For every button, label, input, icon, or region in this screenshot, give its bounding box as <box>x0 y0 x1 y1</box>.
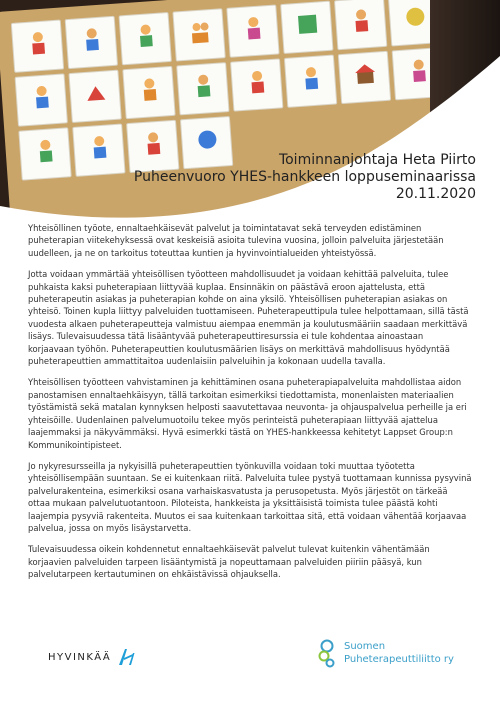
heading-date: 20.11.2020 <box>395 186 476 202</box>
article-body <box>28 222 472 590</box>
sp-wordmark <box>344 640 454 666</box>
paragraph: Tulevaisuudessa oikein kohdennetut ennaltaehkäisevät palvelut tulevat kuitenkin vähentämään korjaavien palveluiden tarpeen lisääntymistä ja nopeuttamaan palveluiden piiriin pääsyä, kun palvelutarpeen kertautuminen on ehkäistävissä ohjauksella. <box>28 544 430 580</box>
paragraph: Jo nykyresursseilla ja nykyisillä puheterapeuttien työnkuvilla voidaan toki muuttaa työotetta yhteisöllisempään suuntaan. Se ei kuitenkaan riitä. Palveluita tulee pystyä tuottamaan kunnissa pysyvinä palvelurakenteina, esimerkiksi osana varhaiskasvatusta ja perusopetusta. Myös järjestöt on tärkeää ottaa mukaan palvelutuotantoon. Piloteista, hankkeista ja yksittäisistä toimista tulee päästä kohti laajempia pysyviä rakenteita. Muutos ei saa kuitenkaan tarkoittaa sitä, että voidaan vähentää korjaavaa palvelua, jossa on myös lisäystarvetta. <box>28 460 472 533</box>
paragraph: Yhteisöllisen työotteen vahvistaminen ja kehittäminen osana puheterapiapalveluita mahdollistaa aidon panostamisen ennaltaehkäisyyn, tällä tarkoitan esimerkiksi tiedottamista, monenlaisten materiaalien työstämistä sekä matalan kynnyksen helposti saavutettavaa neuvonta- ja ohjauspalvelua perheille ja eri yhteisöille. Uudenlainen palvelumuotoilu tekee myös perinteistä puheterapiaan liittyvää ajattelua laajemmaksi ja näkyvämmäksi. Hyvä esimerkki tästä on YHES-hankkeessa kehitetyt Lappset Group:n Kommunikointipisteet. <box>28 377 467 450</box>
sp-line2: Puheterapeuttiliitto ry <box>344 654 454 665</box>
paragraph: Yhteisöllinen työote, ennaltaehkäisevät palvelut ja toimintatavat sekä terveyden edistäminen puheterapian viitekehyksessä ovat keskeisiä asioita tulevina vuosina, jolloin palveluita järjestetään uudelleen, ja ne on tarkoitus toteuttaa kuntien ja hyvinvointialueiden yhteistyössä. <box>28 223 444 258</box>
sp-logo <box>316 638 454 668</box>
hyvinkaa-logo <box>48 648 135 666</box>
hyvinkaa-wordmark: HYVINKÄÄ <box>48 651 112 663</box>
hyvinkaa-h-logo-icon <box>117 648 135 666</box>
header-wave <box>0 0 500 260</box>
paragraph: Jotta voidaan ymmärtää yhteisöllisen työotteen mahdollisuudet ja voidaan kehittää palveluita, tulee puhkaista kaksi puheterapiaan liittyvää kuplaa. Ensinnäkin on päästävä eroon ajattelusta, että puheterapeutin asiakas ja puheterapian kohde on aina yksilö. Yhteisöllisen puheterapian asiakas on yhteisö. Toinen kupla liittyy palveluiden tuottamiseen. Puheterapeuttipula tulee helpottamaan, sillä tästä vuodesta alkaen puheterapeutteja valmistuu aiempaa enemmän ja koulutusmääriin saadaan merkittävä lisäys. Tulevaisuudessa tätä lisääntyvää puheterapeuttiresurssia ei tule kohdentaa ainoastaan korjaavaan työhön. Puheterapeuttien koulutusmäärien lisäys on merkittävä mahdollisuus hyödyntää puheterapeuttien ammattitaitoa uudenlaisiin palveluihin ja kokonaan uudella tavalla. <box>28 269 469 367</box>
sp-line1: Suomen <box>344 641 386 652</box>
heading-subtitle: Puheenvuoro YHES-hankkeen loppuseminaarissa <box>133 169 476 185</box>
speech-therapist-association-logo-icon <box>316 638 338 668</box>
heading-title: Toiminnanjohtaja Heta Piirto <box>278 152 476 168</box>
page-heading <box>134 152 476 203</box>
